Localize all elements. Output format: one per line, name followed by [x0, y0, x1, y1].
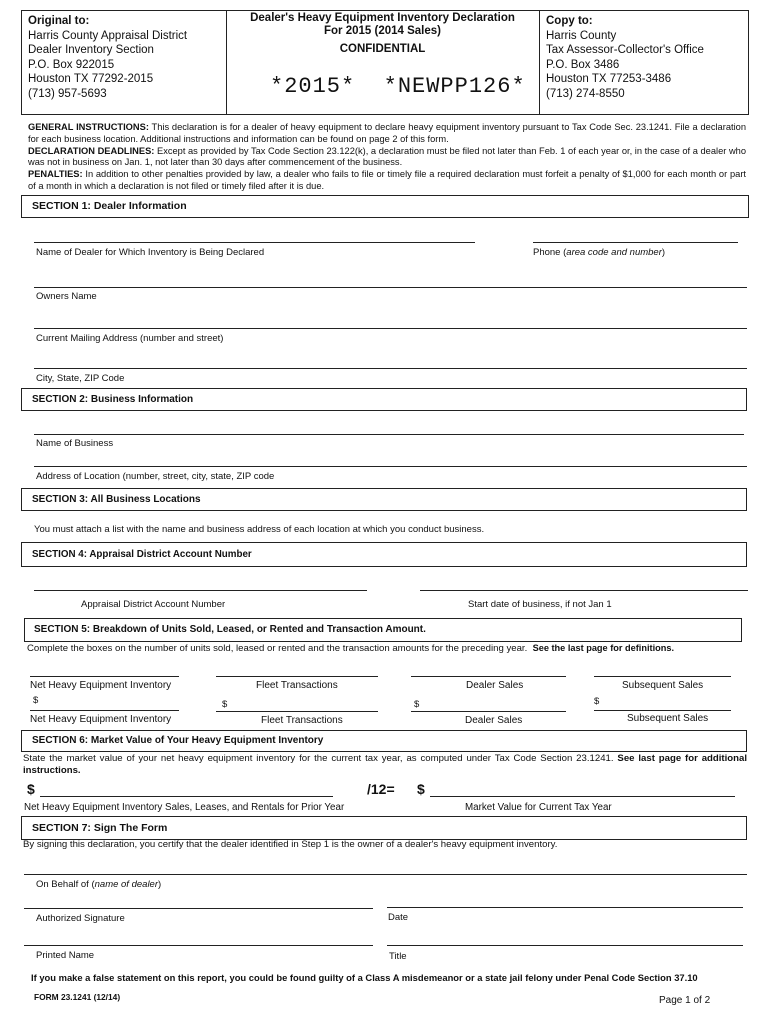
- behalf-italic: name of dealer: [94, 879, 158, 890]
- phone-prefix: Phone (: [533, 247, 567, 258]
- confidential-label: CONFIDENTIAL: [339, 43, 426, 55]
- net-inventory-units-label: Net Heavy Equipment Inventory: [30, 680, 172, 691]
- form-title: [226, 12, 539, 56]
- instructions-block: [28, 122, 746, 193]
- section6-title: SECTION 6: Market Value of Your Heavy Equipment Inventory: [32, 735, 324, 746]
- fleet-amount-label: Fleet Transactions: [261, 715, 343, 726]
- section6-left-dollar: $: [27, 781, 35, 797]
- title-line[interactable]: [387, 945, 743, 946]
- declaration-deadlines: [28, 146, 746, 170]
- deadlines-text: Except as provided by Tax Code Section 23.122(k), a declaration must be filed not later than Feb. 1 of each year or, in the case of a dealer who was not in business on Jan. 1, not later than 30 days after commencement of the business.: [28, 145, 746, 168]
- page-number: Page 1 of 2: [659, 995, 711, 1006]
- date-label: Date: [388, 912, 409, 923]
- printed-name-label: Printed Name: [36, 950, 95, 961]
- start-date-line[interactable]: [420, 590, 748, 591]
- net-inventory-amount-label: Net Heavy Equipment Inventory: [30, 714, 172, 725]
- form-title-line2: For 2015 (2014 Sales): [324, 25, 441, 37]
- dealer-sales-units-label: Dealer Sales: [466, 680, 524, 691]
- mailing-address-line[interactable]: [34, 328, 747, 329]
- date-line[interactable]: [387, 907, 743, 908]
- behalf-suffix: ): [158, 879, 162, 890]
- account-number-label: Appraisal District Account Number: [81, 599, 226, 610]
- business-name-line[interactable]: [34, 434, 744, 435]
- market-value-line[interactable]: [430, 796, 735, 797]
- copy-to-heading: Copy to:: [546, 15, 593, 27]
- city-state-zip-label: City, State, ZIP Code: [36, 373, 125, 384]
- section5-intro-text: Complete the boxes on the number of units sold, leased or rented and the transaction amounts for the preceding year.: [27, 643, 528, 654]
- original-to-block: [28, 14, 187, 101]
- subsequent-sales-units-line[interactable]: [594, 676, 731, 677]
- false-statement-warning: If you make a false statement on this report, you could be found guilty of a Class A misdemeanor or a state jail felony under Penal Code Section 37.10: [31, 972, 698, 983]
- section5-intro-bold: See the last page for definitions.: [532, 643, 675, 653]
- copy-line: Harris County: [546, 29, 617, 42]
- mailing-address-label: Current Mailing Address (number and street): [36, 333, 224, 344]
- divide-by-twelve: /12=: [367, 781, 395, 797]
- title-label: Title: [389, 951, 407, 962]
- general-instructions: [28, 122, 746, 146]
- section3-text: You must attach a list with the name and business address of each location at which you conduct business.: [34, 524, 485, 535]
- code-year: *2015*: [270, 74, 356, 99]
- location-address-label: Address of Location (number, street, city, state, ZIP code: [36, 471, 275, 482]
- fleet-units-label: Fleet Transactions: [256, 680, 338, 691]
- code-form: *NEWPP126*: [383, 74, 526, 99]
- prior-year-sales-label: Net Heavy Equipment Inventory Sales, Leases, and Rentals for Prior Year: [24, 802, 345, 813]
- copy-line: Houston TX 77253-3486: [546, 73, 672, 85]
- market-value-label: Market Value for Current Tax Year: [465, 802, 612, 813]
- dealer-sales-amount-label: Dealer Sales: [465, 715, 523, 726]
- subsequent-sales-dollar: $: [594, 696, 600, 707]
- owners-name-line[interactable]: [34, 287, 747, 288]
- signature-line[interactable]: [24, 908, 373, 909]
- section7-intro: By signing this declaration, you certify that the dealer identified in Step 1 is the owner of a dealer's heavy equipment inventory.: [23, 839, 558, 850]
- net-inventory-amount-line[interactable]: [30, 710, 179, 711]
- dealer-sales-units-line[interactable]: [411, 676, 566, 677]
- phone-suffix: ): [661, 247, 666, 258]
- on-behalf-of-line[interactable]: [24, 874, 747, 875]
- section4-title: SECTION 4: Appraisal District Account Number: [32, 549, 252, 560]
- section6-intro: [23, 753, 747, 777]
- dealer-sales-amount-line[interactable]: [411, 711, 566, 712]
- penalties-label: PENALTIES:: [28, 169, 83, 180]
- owners-name-label: Owners Name: [36, 291, 97, 302]
- subsequent-sales-amount-label: Subsequent Sales: [627, 713, 709, 724]
- dealer-name-label: Name of Dealer for Which Inventory is Being Declared: [36, 247, 265, 258]
- phone-italic: area code and number: [566, 247, 662, 258]
- section1-title: SECTION 1: Dealer Information: [32, 200, 187, 212]
- deadlines-label: DECLARATION DEADLINES:: [28, 145, 155, 156]
- header-divider-right: [539, 10, 540, 115]
- signature-label: Authorized Signature: [36, 913, 125, 924]
- phone-label: [533, 247, 665, 258]
- account-number-line[interactable]: [34, 590, 367, 591]
- section7-title: SECTION 7: Sign The Form: [32, 822, 168, 834]
- general-text: This declaration is for a dealer of heavy equipment to declare heavy equipment inventory pursuant to Tax Code Sec. 23.1241. File a declaration for each business location. Additional instructions and information can be found on page 2 of this form.: [28, 122, 746, 144]
- fleet-dollar: $: [222, 699, 228, 710]
- printed-name-line[interactable]: [24, 945, 373, 946]
- copy-line: P.O. Box 3486: [546, 58, 620, 71]
- form-id: FORM 23.1241 (12/14): [34, 992, 121, 1002]
- section2-title: SECTION 2: Business Information: [32, 394, 194, 405]
- form-title-line1: Dealer's Heavy Equipment Inventory Declaration: [250, 12, 515, 24]
- net-inventory-units-line[interactable]: [30, 676, 179, 677]
- penalties-text: In addition to other penalties provided by law, a dealer who fails to file or timely file a required declaration must forfeit a penalty of $1,000 for each month or part of a month in which a declaration is not filed or timely filed after it is due.: [28, 169, 746, 191]
- prior-year-sales-line[interactable]: [40, 796, 333, 797]
- original-to-heading: Original to:: [28, 15, 90, 27]
- fleet-amount-line[interactable]: [216, 711, 378, 712]
- subsequent-sales-amount-line[interactable]: [594, 710, 731, 711]
- behalf-prefix: On Behalf of (: [36, 879, 95, 890]
- start-date-label: Start date of business, if not Jan 1: [468, 599, 612, 610]
- original-line: Dealer Inventory Section: [28, 44, 154, 56]
- business-name-label: Name of Business: [36, 438, 114, 449]
- section5-intro: [27, 643, 674, 654]
- section6-right-dollar: $: [417, 781, 425, 797]
- subsequent-sales-units-label: Subsequent Sales: [622, 680, 704, 691]
- section5-title: SECTION 5: Breakdown of Units Sold, Leased, or Rented and Transaction Amount.: [34, 624, 426, 635]
- original-line: P.O. Box 922015: [28, 58, 115, 71]
- location-address-line[interactable]: [34, 466, 747, 467]
- barcode-text: [270, 74, 526, 99]
- copy-line: (713) 274-8550: [546, 87, 625, 100]
- penalties: [28, 169, 746, 193]
- section3-title: SECTION 3: All Business Locations: [32, 494, 201, 505]
- phone-line[interactable]: [533, 242, 738, 243]
- section6-intro-bold: See last page for additional instructions.: [23, 753, 748, 776]
- original-line: Houston TX 77292-2015: [28, 73, 154, 85]
- dealer-name-line[interactable]: [34, 242, 475, 243]
- original-line: (713) 957-5693: [28, 87, 107, 100]
- on-behalf-of-label: [36, 879, 161, 890]
- fleet-units-line[interactable]: [216, 676, 378, 677]
- section6-intro-text: State the market value of your net heavy equipment inventory for the current tax year, as computed under Tax Code Section 23.1241.: [23, 753, 614, 764]
- copy-to-block: [546, 14, 704, 101]
- copy-line: Tax Assessor-Collector's Office: [546, 44, 704, 56]
- dealer-sales-dollar: $: [414, 699, 420, 710]
- city-state-zip-line[interactable]: [34, 368, 747, 369]
- general-label: GENERAL INSTRUCTIONS:: [28, 122, 149, 132]
- original-line: Harris County Appraisal District: [28, 29, 188, 42]
- net-inventory-dollar: $: [33, 695, 39, 706]
